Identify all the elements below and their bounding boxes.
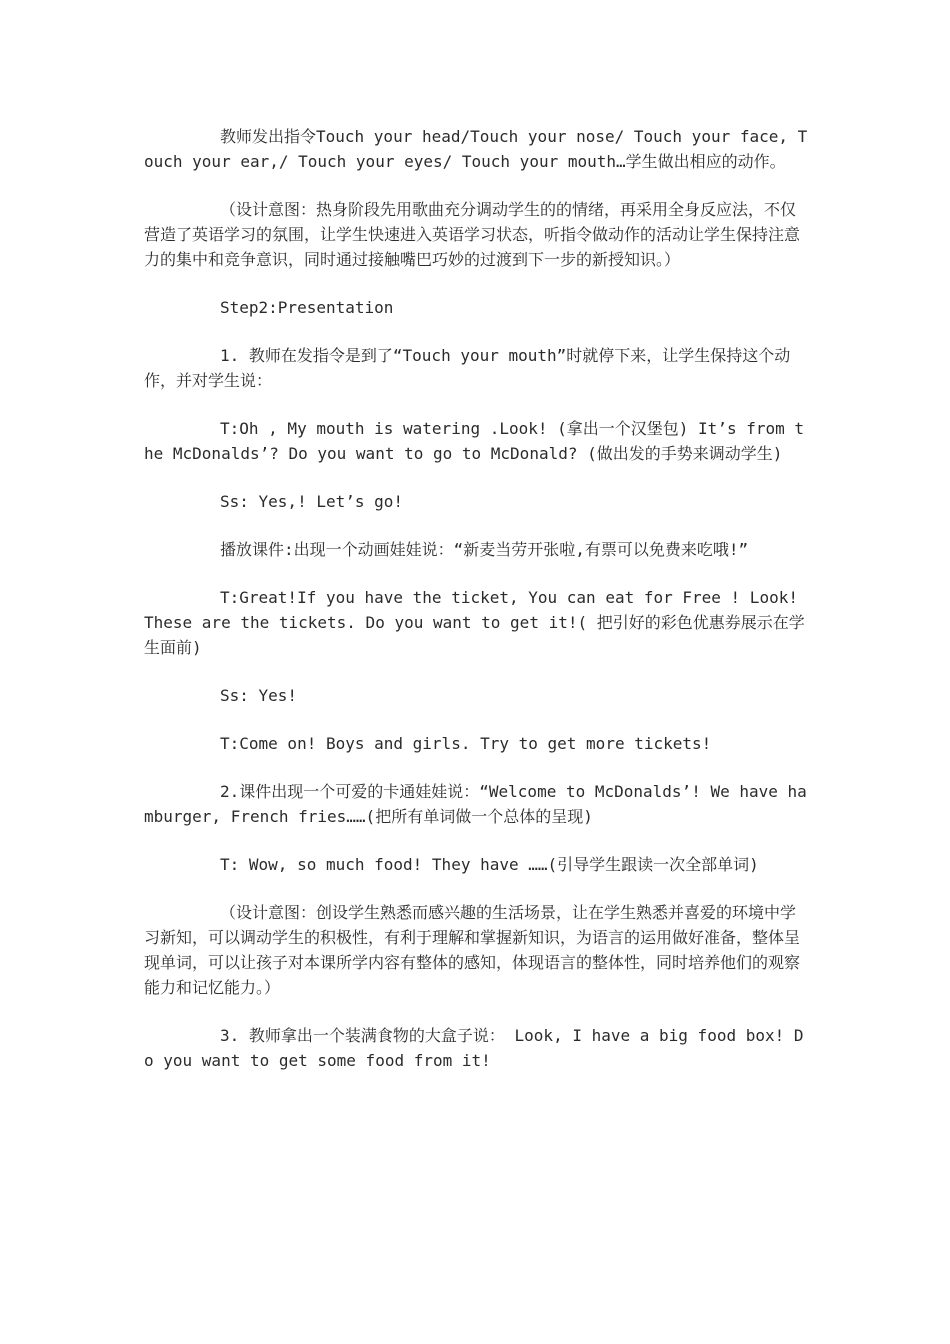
paragraph-students-line-1: Ss: Yes,! Let’s go! xyxy=(220,492,404,511)
paragraph-step-3: 3. 教师拿出一个装满食物的大盒子说： Look, I have a big food box! Do you want to get some food from it! xyxy=(144,1026,804,1070)
paragraph-step-1: 1. 教师在发指令是到了“Touch your mouth”时就停下来，让学生保持这个动作，并对学生说： xyxy=(144,346,791,390)
paragraph-design-intent-2: （设计意图：创设学生熟悉而感兴趣的生活场景，让在学生熟悉并喜爱的环境中学习新知，可以调动学生的积极性，有利于理解和掌握新知识，为语言的运用做好准备，整体呈现单词，可以让孩子对本课所学内容有整体的感知，体现语言的整体性，同时培养他们的观察能力和记忆能力。） xyxy=(144,903,801,997)
paragraph-students-line-2: Ss: Yes! xyxy=(220,686,298,705)
paragraph-step-heading: Step2:Presentation xyxy=(220,298,394,317)
paragraph-teacher-line-1: T:Oh , My mouth is watering .Look! (拿出一个汉堡包) It’s from the McDonalds’? Do you want to go to McDonald? (做出发的手势来调动学生) xyxy=(144,419,805,463)
paragraph-design-intent-1: （设计意图：热身阶段先用歌曲充分调动学生的的情绪，再采用全身反应法，不仅营造了英语学习的氛围，让学生快速进入英语学习状态，听指令做动作的活动让学生保持注意力的集中和竞争意识，同时通过接触嘴巴巧妙的过渡到下一步的新授知识。） xyxy=(144,200,801,269)
paragraph-teacher-line-4: T: Wow, so much food! They have ……(引导学生跟读一次全部单词) xyxy=(220,855,759,874)
paragraph-teacher-line-3: T:Come on! Boys and girls. Try to get more tickets! xyxy=(220,734,712,753)
paragraph-teacher-line-2: T:Great!If you have the ticket, You can eat for Free ! Look! These are the tickets. Do you want to get it!( 把引好的彩色优惠券展示在学生面前) xyxy=(144,588,808,657)
paragraph-step-2: 2.课件出现一个可爱的卡通娃娃说：“Welcome to McDonalds’! We have hamburger, French fries……(把所有单词做一个总体的呈现) xyxy=(144,782,807,826)
document-body xyxy=(144,124,810,1096)
paragraph-instruction: 教师发出指令Touch your head/Touch your nose/ Touch your face, Touch your ear,/ Touch your eyes/ Touch your mouth…学生做出相应的动作。 xyxy=(144,127,808,171)
paragraph-courseware-1: 播放课件:出现一个动画娃娃说：“新麦当劳开张啦,有票可以免费来吃哦!” xyxy=(220,540,749,559)
